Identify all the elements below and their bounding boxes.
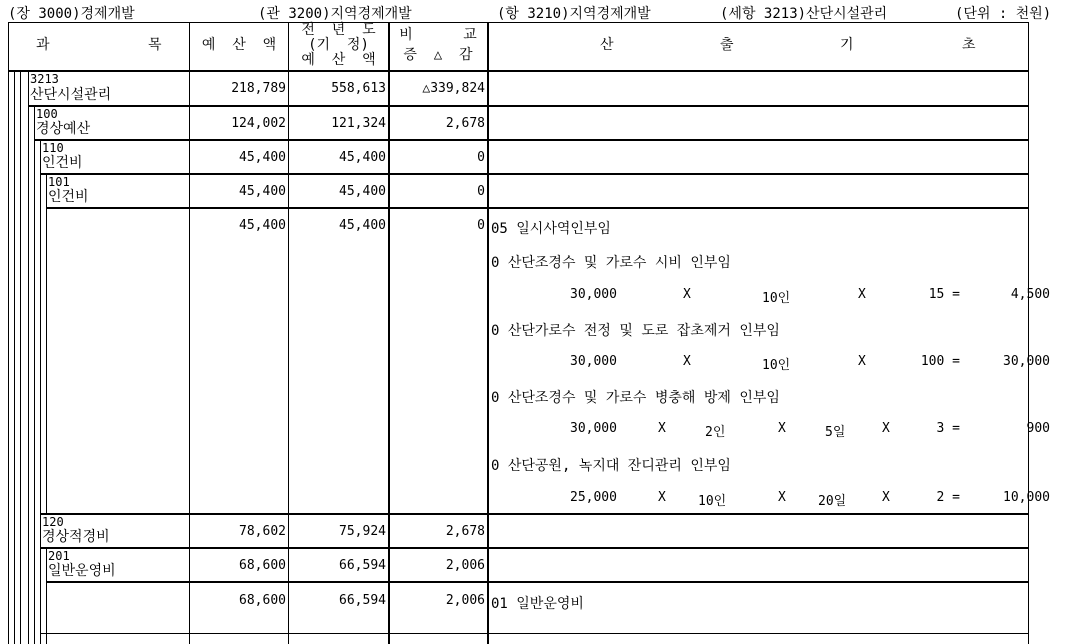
calc-unit-price: 30,000	[570, 421, 617, 436]
calc-times: X	[778, 421, 786, 436]
header-basis-4: 초	[962, 37, 976, 53]
row-name: 경상예산	[36, 121, 91, 137]
row-diff: 0	[477, 150, 485, 165]
row-name: 일반운영비	[48, 563, 116, 579]
row-budget: 45,400	[239, 184, 286, 199]
row-prev: 45,400	[339, 150, 386, 165]
basis-title: 05 일시사역인부임	[491, 221, 611, 237]
calc-times: X	[658, 421, 666, 436]
row-budget: 68,600	[239, 558, 286, 573]
row-budget: 68,600	[239, 593, 286, 608]
calc-unit-price: 30,000	[570, 354, 617, 369]
row-prev: 66,594	[339, 558, 386, 573]
calc-times: X	[858, 287, 866, 302]
row-prev: 558,613	[331, 81, 386, 96]
calc-persons: 10인	[762, 358, 791, 373]
row-budget: 124,002	[231, 116, 286, 131]
calc-times: X	[778, 490, 786, 505]
row-budget: 45,400	[239, 150, 286, 165]
basis-title: 01 일반운영비	[491, 596, 584, 612]
row-diff: △339,824	[422, 81, 485, 96]
row-name: 경상적경비	[42, 529, 110, 545]
calc-days: 5일	[825, 425, 846, 440]
row-diff: 0	[477, 184, 485, 199]
row-budget: 218,789	[231, 81, 286, 96]
row-diff: 2,006	[445, 593, 485, 608]
header-basis-3: 기	[840, 37, 854, 53]
row-code: 100	[36, 107, 58, 121]
row-code: 201	[48, 549, 70, 563]
header-budget: 예 산 액	[201, 37, 277, 53]
row-prev: 45,400	[339, 184, 386, 199]
calc-persons: 10인	[762, 291, 791, 306]
subitem-title: (세항 3213)산단시설관리	[720, 6, 888, 22]
row-diff: 2,678	[445, 116, 485, 131]
chapter-title: (장 3000)경제개발	[8, 6, 135, 22]
calc-times: X	[683, 354, 691, 369]
row-code: 120	[42, 515, 64, 529]
row-name: 인건비	[48, 189, 89, 205]
item-title: (항 3210)지역경제개발	[497, 6, 651, 22]
unit-label: (단위 : 천원)	[955, 6, 1052, 22]
calc-days: 20일	[818, 494, 847, 509]
row-prev: 121,324	[331, 116, 386, 131]
header-prev-2: (기 정)	[308, 37, 369, 53]
header-basis-1: 산	[600, 37, 614, 53]
calc-count: 3 =	[936, 421, 960, 436]
calc-persons: 2인	[705, 425, 726, 440]
header-gwa: 과	[36, 37, 50, 53]
header-prev-3: 예 산 액	[301, 52, 376, 68]
row-budget: 45,400	[239, 218, 286, 233]
header-mok: 목	[148, 37, 162, 53]
header-prev-1: 전 년 도	[301, 22, 376, 38]
header-diff-2: 증 △ 감	[403, 47, 473, 63]
section-title: (관 3200)지역경제개발	[258, 6, 412, 22]
calc-total: 4,500	[1010, 287, 1050, 302]
row-code: 3213	[30, 72, 59, 86]
basis-item-label: 0 산단공원, 녹지대 잔디관리 인부임	[491, 458, 731, 474]
basis-item-label: 0 산단조경수 및 가로수 시비 인부임	[491, 255, 731, 271]
calc-days: 15 =	[928, 287, 960, 302]
row-name: 인건비	[42, 155, 83, 171]
calc-total: 900	[1026, 421, 1050, 436]
row-budget: 78,602	[239, 524, 286, 539]
row-diff: 2,006	[445, 558, 485, 573]
basis-item-label: 0 산단가로수 전정 및 도로 잡초제거 인부임	[491, 323, 780, 339]
row-code: 110	[42, 141, 64, 155]
calc-times: X	[658, 490, 666, 505]
row-code: 101	[48, 175, 70, 189]
calc-times: X	[882, 490, 890, 505]
calc-total: 10,000	[1003, 490, 1050, 505]
calc-persons: 10인	[698, 494, 727, 509]
row-diff: 0	[477, 218, 485, 233]
calc-days: 100 =	[920, 354, 960, 369]
basis-item-label: 0 산단조경수 및 가로수 병충해 방제 인부임	[491, 390, 780, 406]
calc-times: X	[882, 421, 890, 436]
header-basis-2: 출	[720, 37, 734, 53]
row-prev: 66,594	[339, 593, 386, 608]
row-prev: 75,924	[339, 524, 386, 539]
row-name: 산단시설관리	[30, 87, 112, 103]
calc-times: X	[683, 287, 691, 302]
row-diff: 2,678	[445, 524, 485, 539]
calc-total: 30,000	[1003, 354, 1050, 369]
calc-count: 2 =	[936, 490, 960, 505]
row-prev: 45,400	[339, 218, 386, 233]
calc-times: X	[858, 354, 866, 369]
calc-unit-price: 25,000	[570, 490, 617, 505]
calc-unit-price: 30,000	[570, 287, 617, 302]
header-diff-1: 비 교	[399, 27, 477, 43]
